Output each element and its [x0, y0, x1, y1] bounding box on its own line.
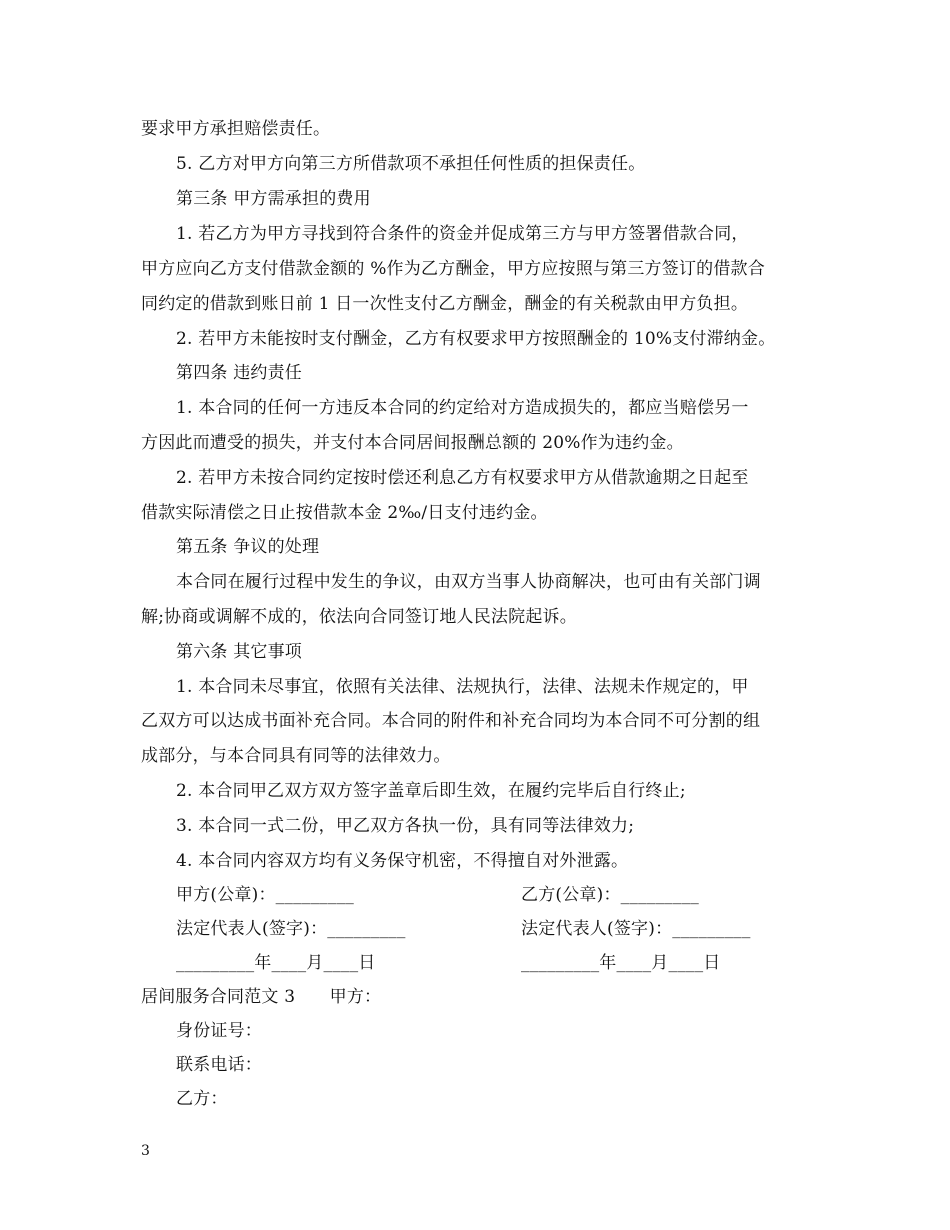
paragraph-line: 方因此而遭受的损失，并支付本合同居间报酬总额的 20%作为违约金。 — [141, 433, 684, 453]
paragraph-line: 3. 本合同一式二份，甲乙双方各执一份，具有同等法律效力; — [176, 816, 635, 836]
id-number-field: 身份证号： — [176, 1021, 262, 1041]
paragraph-line: 1. 本合同的任何一方违反本合同的约定给对方造成损失的，都应当赔偿另一 — [176, 398, 749, 418]
party-b-seal-field: 乙方(公章)：_________ — [521, 885, 699, 905]
paragraph-line: 1. 若乙方为甲方寻找到符合条件的资金并促成第三方与甲方签署借款合同， — [176, 224, 749, 244]
section-heading: 第三条 甲方需承担的费用 — [176, 189, 371, 209]
paragraph-line: 甲方应向乙方支付借款金额的 %作为乙方酬金，甲方应按照与第三方签订的借款合 — [141, 259, 765, 279]
paragraph-line: 5. 乙方对甲方向第三方所借款项不承担任何性质的担保责任。 — [176, 154, 646, 174]
party-b-field: 乙方： — [176, 1089, 228, 1109]
paragraph-line: 本合同在履行过程中发生的争议，由双方当事人协商解决，也可由有关部门调 — [176, 572, 761, 592]
paragraph-line: 1. 本合同未尽事宜，依照有关法律、法规执行，法律、法规未作规定的，甲 — [176, 677, 749, 697]
paragraph-line: 乙双方可以达成书面补充合同。本合同的附件和补充合同均为本合同不可分割的组 — [141, 711, 761, 731]
party-a-date-field: _________年____月____日 — [176, 953, 376, 973]
section-heading: 第五条 争议的处理 — [176, 537, 320, 557]
paragraph-line: 4. 本合同内容双方均有义务保守机密，不得擅自对外泄露。 — [176, 851, 629, 871]
section-heading: 第六条 其它事项 — [176, 642, 303, 662]
paragraph-line: 成部分，与本合同具有同等的法律效力。 — [141, 746, 451, 766]
paragraph-line: 解;协商或调解不成的，依法向合同签订地人民法院起诉。 — [141, 607, 577, 627]
paragraph-line: 2. 若甲方未能按时支付酬金，乙方有权要求甲方按照酬金的 10%支付滞纳金。 — [176, 329, 776, 349]
phone-field: 联系电话： — [176, 1055, 262, 1075]
party-a-representative-field: 法定代表人(签字)：_________ — [176, 919, 406, 939]
section-heading: 第四条 违约责任 — [176, 363, 303, 383]
paragraph-line: 要求甲方承担赔偿责任。 — [141, 119, 331, 139]
party-a-seal-field: 甲方(公章)：_________ — [176, 885, 354, 905]
party-b-date-field: _________年____月____日 — [521, 953, 721, 973]
paragraph-line: 同约定的借款到账日前 1 日一次性支付乙方酬金，酬金的有关税款由甲方负担。 — [141, 294, 749, 314]
page-number: 3 — [141, 1143, 150, 1159]
paragraph-line: 2. 若甲方未按合同约定按时偿还利息乙方有权要求甲方从借款逾期之日起至 — [176, 468, 749, 488]
paragraph-line: 2. 本合同甲乙双方双方签字盖章后即生效，在履约完毕后自行终止; — [176, 781, 686, 801]
party-b-representative-field: 法定代表人(签字)：_________ — [521, 919, 751, 939]
contract-title: 居间服务合同范文 3 甲方： — [141, 987, 382, 1007]
paragraph-line: 借款实际清偿之日止按借款本金 2‰/日支付违约金。 — [141, 503, 548, 523]
